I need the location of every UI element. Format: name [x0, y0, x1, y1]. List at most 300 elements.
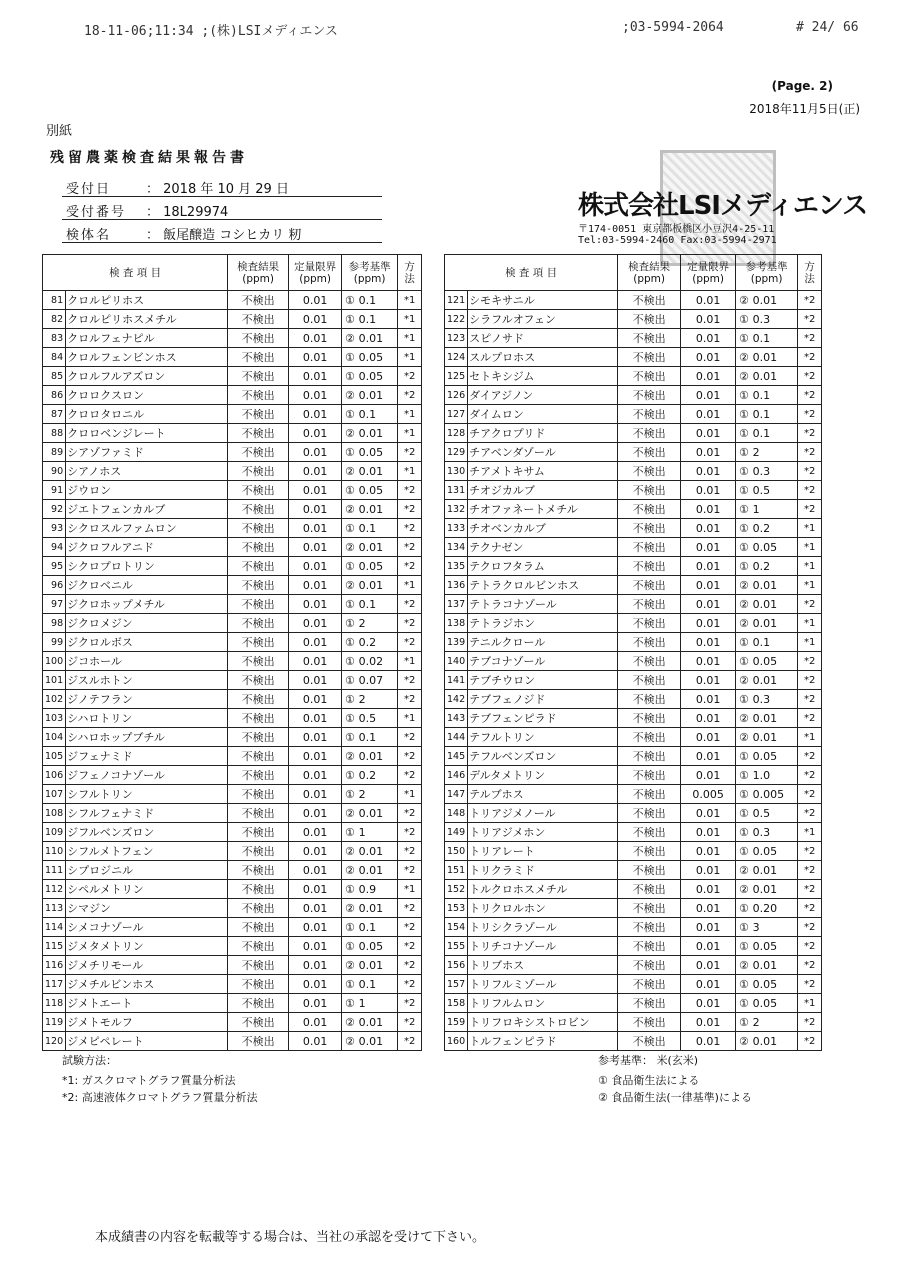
reference-value: 0.01	[358, 1013, 398, 1032]
reference-basis-mark: ①	[736, 386, 752, 405]
pesticide-name: セトキシジム	[468, 367, 618, 386]
method-code: *2	[398, 937, 422, 956]
test-result: 不検出	[618, 424, 681, 443]
reference-basis-mark: ①	[342, 880, 358, 899]
reference-value: 0.05	[358, 557, 398, 576]
method-code: *2	[398, 481, 422, 500]
table-header-row	[43, 255, 422, 291]
reference-basis-mark: ②	[736, 348, 752, 367]
header-result: 検査結果 (ppm)	[228, 255, 289, 291]
method-code: *2	[798, 880, 822, 899]
quantification-limit: 0.01	[289, 994, 342, 1013]
method-code: *2	[398, 842, 422, 861]
test-result: 不検出	[618, 1032, 681, 1051]
pesticide-name: シメコナゾール	[66, 918, 228, 937]
pesticide-name: トリフルムロン	[468, 994, 618, 1013]
test-result: 不検出	[228, 804, 289, 823]
row-number: 114	[43, 918, 66, 937]
row-number: 113	[43, 899, 66, 918]
page-number: (Page. 2)	[771, 79, 833, 93]
pesticide-name: クロロベンジレート	[66, 424, 228, 443]
reference-value: 0.01	[752, 1032, 798, 1051]
row-number: 108	[43, 804, 66, 823]
reference-basis-mark: ②	[736, 956, 752, 975]
table-row	[43, 671, 422, 690]
method-code: *2	[798, 595, 822, 614]
method-code: *1	[398, 652, 422, 671]
reference-value: 0.02	[358, 652, 398, 671]
row-number: 81	[43, 291, 66, 310]
quantification-limit: 0.01	[681, 956, 736, 975]
row-number: 86	[43, 386, 66, 405]
test-result: 不検出	[618, 975, 681, 994]
test-result: 不検出	[228, 899, 289, 918]
row-number: 106	[43, 766, 66, 785]
reference-value: 0.01	[358, 329, 398, 348]
quantification-limit: 0.01	[289, 557, 342, 576]
table-row	[43, 880, 422, 899]
fax-header-page: # 24/ 66	[796, 20, 859, 35]
table-row	[43, 747, 422, 766]
method-code: *2	[398, 538, 422, 557]
test-result: 不検出	[228, 842, 289, 861]
method-code: *2	[798, 424, 822, 443]
pesticide-name: ジメピペレート	[66, 1032, 228, 1051]
reference-value: 0.1	[752, 424, 798, 443]
pesticide-name: トリクロルホン	[468, 899, 618, 918]
method-code: *2	[398, 804, 422, 823]
reference-value: 0.05	[752, 937, 798, 956]
pesticide-name: シアゾファミド	[66, 443, 228, 462]
test-result: 不検出	[228, 956, 289, 975]
method-code: *1	[798, 633, 822, 652]
reference-value: 0.01	[358, 1032, 398, 1051]
divider	[62, 196, 382, 197]
table-row	[445, 576, 822, 595]
pesticide-name: テブフェノジド	[468, 690, 618, 709]
quantification-limit: 0.01	[681, 918, 736, 937]
reference-basis-mark: ②	[736, 671, 752, 690]
row-number: 116	[43, 956, 66, 975]
pesticide-name: シアノホス	[66, 462, 228, 481]
row-number: 149	[445, 823, 468, 842]
row-number: 154	[445, 918, 468, 937]
method-code: *2	[398, 500, 422, 519]
quantification-limit: 0.01	[289, 386, 342, 405]
table-row	[445, 481, 822, 500]
quantification-limit: 0.01	[681, 443, 736, 462]
method-code: *2	[398, 690, 422, 709]
divider	[62, 219, 382, 220]
pesticide-name: シフルフェナミド	[66, 804, 228, 823]
pesticide-name: テトラコナゾール	[468, 595, 618, 614]
pesticide-name: クロロタロニル	[66, 405, 228, 424]
reference-basis-mark: ①	[736, 804, 752, 823]
row-number: 97	[43, 595, 66, 614]
pesticide-name: テトラジホン	[468, 614, 618, 633]
table-row	[445, 880, 822, 899]
table-row	[43, 291, 422, 310]
test-result: 不検出	[618, 690, 681, 709]
method-code: *2	[798, 443, 822, 462]
test-result: 不検出	[228, 310, 289, 329]
reference-value: 0.05	[752, 994, 798, 1013]
quantification-limit: 0.01	[681, 614, 736, 633]
quantification-limit: 0.01	[681, 500, 736, 519]
method-code: *2	[798, 804, 822, 823]
reference-basis-mark: ②	[736, 880, 752, 899]
reference-basis-mark: ①	[342, 937, 358, 956]
reference-basis-mark: ②	[342, 538, 358, 557]
reference-value: 0.3	[752, 690, 798, 709]
reference-value: 0.9	[358, 880, 398, 899]
pesticide-name: テフルベンズロン	[468, 747, 618, 766]
quantification-limit: 0.01	[289, 443, 342, 462]
reference-basis-mark: ②	[342, 1013, 358, 1032]
test-result: 不検出	[228, 633, 289, 652]
table-row	[43, 310, 422, 329]
reference-value: 0.01	[752, 576, 798, 595]
reference-basis-mark: ①	[736, 500, 752, 519]
quantification-limit: 0.01	[681, 823, 736, 842]
reception-number-value: ： 18L29974	[146, 205, 229, 220]
test-result: 不検出	[618, 652, 681, 671]
quantification-limit: 0.01	[681, 766, 736, 785]
reference-basis-mark: ①	[736, 899, 752, 918]
reference-value: 0.01	[752, 367, 798, 386]
test-result: 不検出	[228, 386, 289, 405]
reference-value: 0.01	[752, 291, 798, 310]
test-result: 不検出	[618, 994, 681, 1013]
test-result: 不検出	[228, 367, 289, 386]
reference-value: 1	[358, 823, 398, 842]
table-row	[43, 728, 422, 747]
row-number: 130	[445, 462, 468, 481]
row-number: 88	[43, 424, 66, 443]
quantification-limit: 0.01	[289, 899, 342, 918]
row-number: 92	[43, 500, 66, 519]
pesticide-name: チアメトキサム	[468, 462, 618, 481]
test-result: 不検出	[228, 500, 289, 519]
header-limit: 定量限界 (ppm)	[289, 255, 342, 291]
test-result: 不検出	[228, 918, 289, 937]
test-result: 不検出	[228, 348, 289, 367]
quantification-limit: 0.01	[681, 405, 736, 424]
reference-value: 2	[358, 614, 398, 633]
pesticide-name: テブチウロン	[468, 671, 618, 690]
reference-basis-mark: ②	[342, 899, 358, 918]
header-item: 検 査 項 目	[445, 255, 618, 291]
test-result: 不検出	[228, 1013, 289, 1032]
row-number: 131	[445, 481, 468, 500]
method-code: *2	[398, 595, 422, 614]
test-result: 不検出	[228, 595, 289, 614]
table-row	[445, 709, 822, 728]
pesticide-name: トリクラミド	[468, 861, 618, 880]
reference-value: 0.01	[358, 386, 398, 405]
reference-basis-mark: ②	[342, 386, 358, 405]
method-code: *2	[798, 329, 822, 348]
table-row	[43, 956, 422, 975]
quantification-limit: 0.01	[681, 709, 736, 728]
quantification-limit: 0.01	[289, 652, 342, 671]
reference-value: 0.1	[752, 386, 798, 405]
quantification-limit: 0.01	[681, 1013, 736, 1032]
method-code: *2	[798, 690, 822, 709]
header-limit: 定量限界 (ppm)	[681, 255, 736, 291]
table-row	[445, 462, 822, 481]
table-row	[43, 519, 422, 538]
test-result: 不検出	[228, 785, 289, 804]
method-code: *2	[798, 500, 822, 519]
test-result: 不検出	[228, 538, 289, 557]
company-name: 株式会社LSIメディエンス	[578, 191, 868, 221]
reference-basis-mark: ①	[342, 519, 358, 538]
table-row	[43, 823, 422, 842]
test-result: 不検出	[228, 576, 289, 595]
row-number: 107	[43, 785, 66, 804]
table-row	[445, 747, 822, 766]
table-row	[445, 633, 822, 652]
reference-value: 0.1	[752, 405, 798, 424]
reference-basis-mark: ②	[736, 367, 752, 386]
reference-basis-mark: ①	[342, 633, 358, 652]
test-result: 不検出	[618, 747, 681, 766]
method-code: *2	[398, 956, 422, 975]
test-result: 不検出	[618, 348, 681, 367]
quantification-limit: 0.01	[289, 462, 342, 481]
quantification-limit: 0.01	[681, 690, 736, 709]
copyright-notice: 本成績書の内容を転載等する場合は、当社の承認を受けて下さい。	[95, 1230, 486, 1245]
row-number: 124	[445, 348, 468, 367]
method-code: *2	[798, 785, 822, 804]
pesticide-name: トリシクラゾール	[468, 918, 618, 937]
table-row	[445, 1013, 822, 1032]
method-code: *2	[398, 1013, 422, 1032]
reference-basis-mark: ②	[342, 462, 358, 481]
reference-basis-mark: ①	[342, 367, 358, 386]
reference-value: 0.01	[752, 880, 798, 899]
table-header-row	[445, 255, 822, 291]
test-result: 不検出	[228, 614, 289, 633]
test-result: 不検出	[618, 329, 681, 348]
quantification-limit: 0.01	[289, 614, 342, 633]
reference-value: 0.01	[752, 956, 798, 975]
reference-basis-mark: ①	[342, 671, 358, 690]
method-code: *2	[798, 462, 822, 481]
row-number: 101	[43, 671, 66, 690]
reference-value: 0.01	[358, 842, 398, 861]
quantification-limit: 0.01	[681, 804, 736, 823]
table-row	[445, 823, 822, 842]
table-row	[445, 918, 822, 937]
reference-value: 0.01	[358, 804, 398, 823]
table-row	[43, 443, 422, 462]
reference-basis-mark: ②	[736, 291, 752, 310]
reference-basis-mark: ①	[342, 443, 358, 462]
pesticide-name: クロルフルアズロン	[66, 367, 228, 386]
reference-value: 0.1	[358, 728, 398, 747]
reference-basis-mark: ②	[736, 861, 752, 880]
row-number: 139	[445, 633, 468, 652]
quantification-limit: 0.01	[289, 424, 342, 443]
pesticide-name: シラフルオフェン	[468, 310, 618, 329]
row-number: 96	[43, 576, 66, 595]
pesticide-name: ジクロフルアニド	[66, 538, 228, 557]
table-row	[43, 424, 422, 443]
reference-basis-mark: ①	[736, 842, 752, 861]
table-row	[445, 899, 822, 918]
row-number: 103	[43, 709, 66, 728]
table-row	[43, 652, 422, 671]
pesticide-name: チオジカルブ	[468, 481, 618, 500]
quantification-limit: 0.01	[289, 538, 342, 557]
row-number: 104	[43, 728, 66, 747]
table-row	[445, 386, 822, 405]
reference-value: 0.05	[358, 348, 398, 367]
quantification-limit: 0.01	[681, 1032, 736, 1051]
method-code: *1	[398, 709, 422, 728]
test-result: 不検出	[618, 899, 681, 918]
pesticide-name: クロロクスロン	[66, 386, 228, 405]
quantification-limit: 0.01	[289, 500, 342, 519]
reference-basis-mark: ①	[736, 823, 752, 842]
fax-header-left: 18-11-06;11:34 ;(株)LSIメディエンス	[84, 24, 338, 39]
reference-value: 0.01	[752, 595, 798, 614]
reference-value: 0.05	[752, 842, 798, 861]
quantification-limit: 0.01	[681, 367, 736, 386]
row-number: 152	[445, 880, 468, 899]
reference-value: 1.0	[752, 766, 798, 785]
method-code: *2	[798, 386, 822, 405]
row-number: 112	[43, 880, 66, 899]
table-row	[445, 1032, 822, 1051]
reference-basis-mark: ①	[736, 975, 752, 994]
table-row	[445, 804, 822, 823]
method-code: *2	[798, 747, 822, 766]
row-number: 84	[43, 348, 66, 367]
reference-title: 参考基準： 米(玄米)	[598, 1054, 699, 1067]
reference-basis-mark: ②	[342, 576, 358, 595]
pesticide-name: ジメチリモール	[66, 956, 228, 975]
method-code: *2	[798, 367, 822, 386]
reference-basis-mark: ②	[736, 576, 752, 595]
test-result: 不検出	[618, 462, 681, 481]
method-code: *2	[798, 1032, 822, 1051]
reception-number-label: 受付番号	[66, 205, 127, 220]
reference-basis-mark: ②	[342, 500, 358, 519]
method-code: *2	[398, 633, 422, 652]
table-row	[445, 937, 822, 956]
reference-value: 2	[358, 785, 398, 804]
table-row	[445, 329, 822, 348]
table-row	[43, 633, 422, 652]
quantification-limit: 0.01	[289, 690, 342, 709]
table-row	[445, 614, 822, 633]
test-result: 不検出	[618, 614, 681, 633]
reference-value: 3	[752, 918, 798, 937]
method-code: *2	[798, 1013, 822, 1032]
table-row	[43, 386, 422, 405]
test-result: 不検出	[618, 1013, 681, 1032]
quantification-limit: 0.01	[681, 557, 736, 576]
reference-value: 0.3	[752, 462, 798, 481]
reference-value: 2	[752, 1013, 798, 1032]
test-result: 不検出	[618, 728, 681, 747]
test-result: 不検出	[228, 443, 289, 462]
pesticide-name: トリブホス	[468, 956, 618, 975]
report-date: 2018年11月5日(正)	[749, 102, 860, 116]
pesticide-name: シハロトリン	[66, 709, 228, 728]
test-result: 不検出	[618, 804, 681, 823]
test-result: 不検出	[228, 994, 289, 1013]
table-row	[43, 690, 422, 709]
test-result: 不検出	[618, 709, 681, 728]
pesticide-name: ジウロン	[66, 481, 228, 500]
pesticide-name: ジクロベニル	[66, 576, 228, 595]
divider	[62, 242, 382, 243]
quantification-limit: 0.01	[681, 842, 736, 861]
row-number: 128	[445, 424, 468, 443]
table-row	[445, 557, 822, 576]
method-2: *2: 高速液体クロマトグラフ質量分析法	[62, 1091, 258, 1104]
company-address-block	[578, 224, 777, 246]
test-result: 不検出	[228, 690, 289, 709]
method-code: *1	[398, 785, 422, 804]
reference-value: 0.3	[752, 310, 798, 329]
test-result: 不検出	[228, 291, 289, 310]
page-title: 残留農薬検査結果報告書	[50, 150, 248, 166]
pesticide-name: ジクロホップメチル	[66, 595, 228, 614]
table-row	[445, 956, 822, 975]
row-number: 102	[43, 690, 66, 709]
pesticide-name: テクロフタラム	[468, 557, 618, 576]
header-reference: 参考基準 (ppm)	[342, 255, 398, 291]
reference-basis-mark: ②	[342, 329, 358, 348]
reference-value: 0.1	[358, 519, 398, 538]
reference-basis-mark: ②	[736, 728, 752, 747]
reference-basis-mark: ①	[736, 633, 752, 652]
row-number: 137	[445, 595, 468, 614]
quantification-limit: 0.01	[289, 329, 342, 348]
reference-basis-mark: ①	[342, 709, 358, 728]
pesticide-name: ジクロルボス	[66, 633, 228, 652]
test-result: 不検出	[228, 462, 289, 481]
reference-basis-mark: ①	[736, 538, 752, 557]
method-code: *2	[798, 937, 822, 956]
pesticide-name: シフルメトフェン	[66, 842, 228, 861]
quantification-limit: 0.01	[289, 633, 342, 652]
quantification-limit: 0.01	[681, 348, 736, 367]
test-result: 不検出	[228, 728, 289, 747]
method-code: *2	[398, 861, 422, 880]
test-result: 不検出	[618, 842, 681, 861]
table-row	[445, 500, 822, 519]
results-table-left	[42, 254, 422, 1051]
test-result: 不検出	[618, 443, 681, 462]
reference-basis-mark: ②	[342, 804, 358, 823]
pesticide-name: シフルトリン	[66, 785, 228, 804]
reference-basis-mark: ②	[342, 747, 358, 766]
row-number: 145	[445, 747, 468, 766]
table-row	[43, 576, 422, 595]
quantification-limit: 0.01	[681, 462, 736, 481]
attachment-label: 別紙	[46, 124, 73, 139]
method-code: *1	[798, 728, 822, 747]
quantification-limit: 0.01	[681, 633, 736, 652]
row-number: 118	[43, 994, 66, 1013]
pesticide-name: トリフルミゾール	[468, 975, 618, 994]
